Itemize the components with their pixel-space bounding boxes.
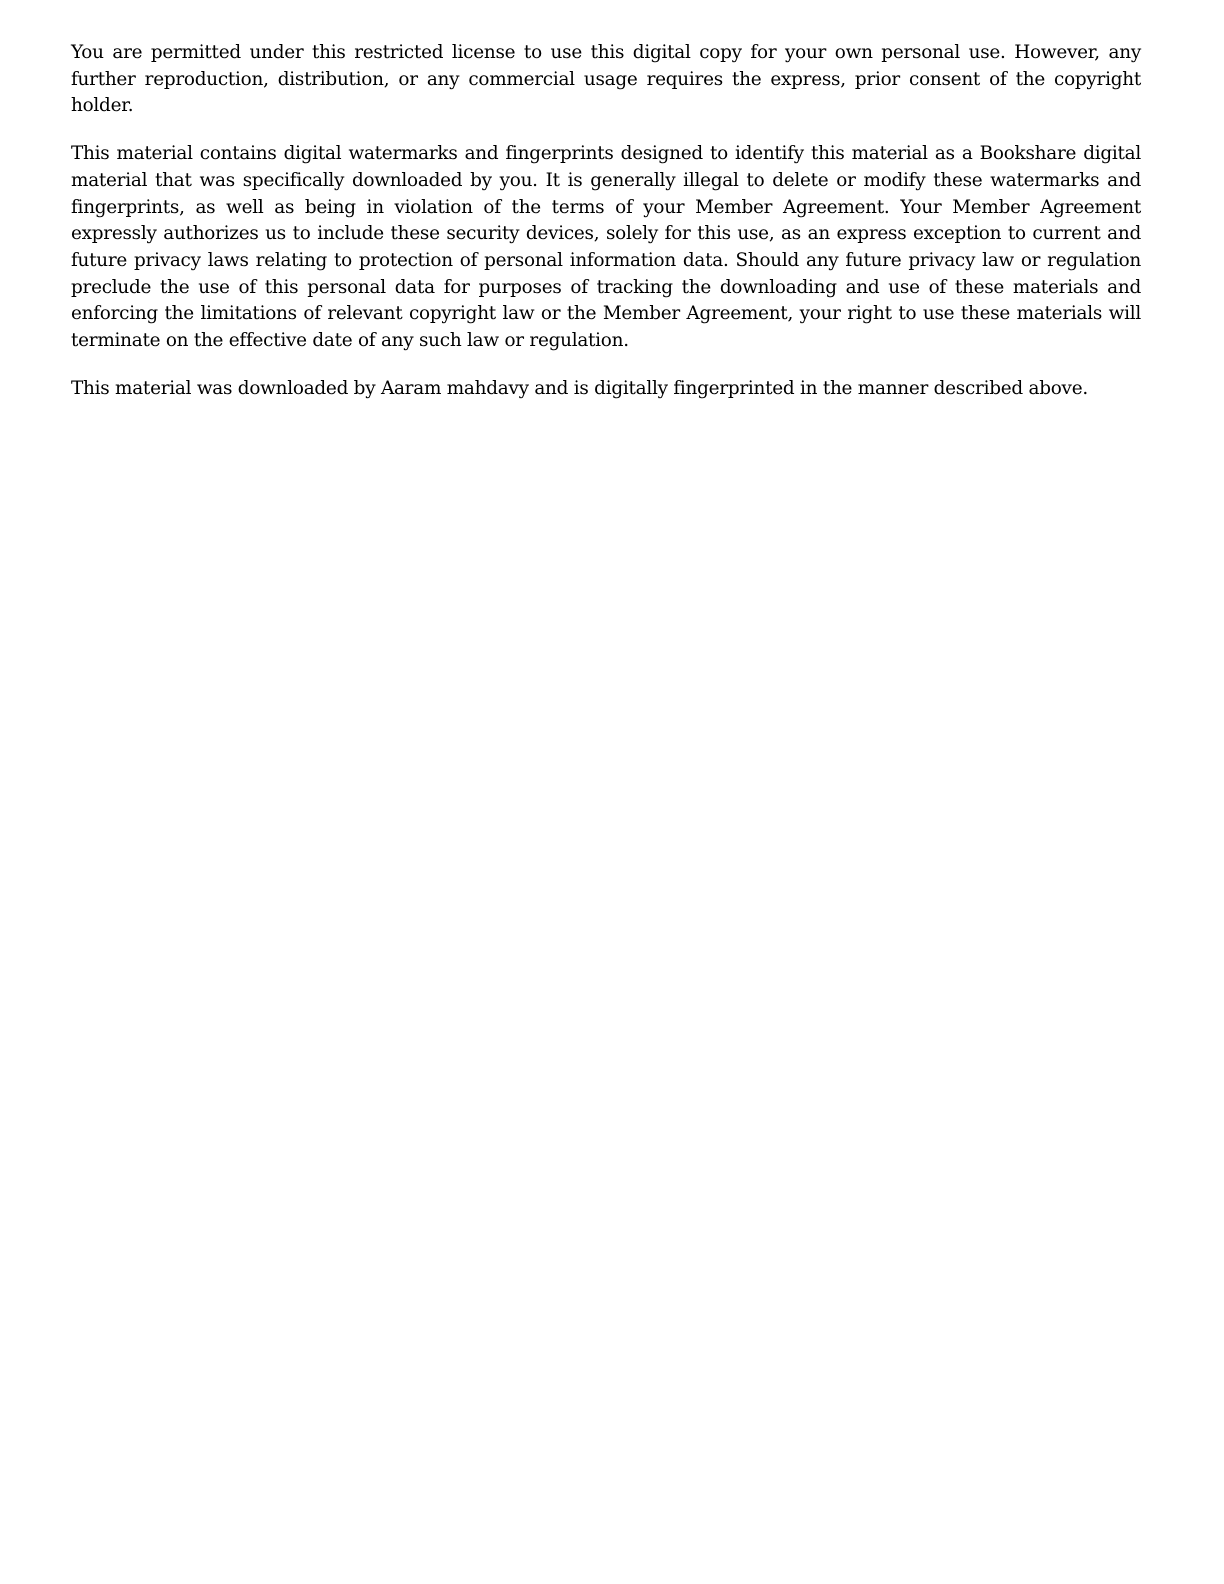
license-notice <box>71 40 1141 423</box>
watermark-paragraph: This material contains digital watermarks and fingerprints designed to identify this material as a Bookshare digital material that was specifically downloaded by you. It is generally illegal to delete or modify these watermarks and fingerprints, as well as being in violation of the terms of your Member Agreement. Your Member Agreement expressly authorizes us to include these security devices, solely for this use, as an express exception to current and future privacy laws relating to protection of personal information data. Should any future privacy law or regulation preclude the use of this personal data for purposes of tracking the downloading and use of these materials and enforcing the limitations of relevant copyright law or the Member Agreement, your right to use these materials will terminate on the effective date of any such law or regulation. <box>71 143 1141 352</box>
download-attribution-paragraph: This material was downloaded by Aaram mahdavy and is digitally fingerprinted in the manner described above. <box>71 377 1088 399</box>
license-paragraph: You are permitted under this restricted license to use this digital copy for your own personal use. However, any further reproduction, distribution, or any commercial usage requires the express, prior consent of the copyright holder. <box>71 42 1141 117</box>
